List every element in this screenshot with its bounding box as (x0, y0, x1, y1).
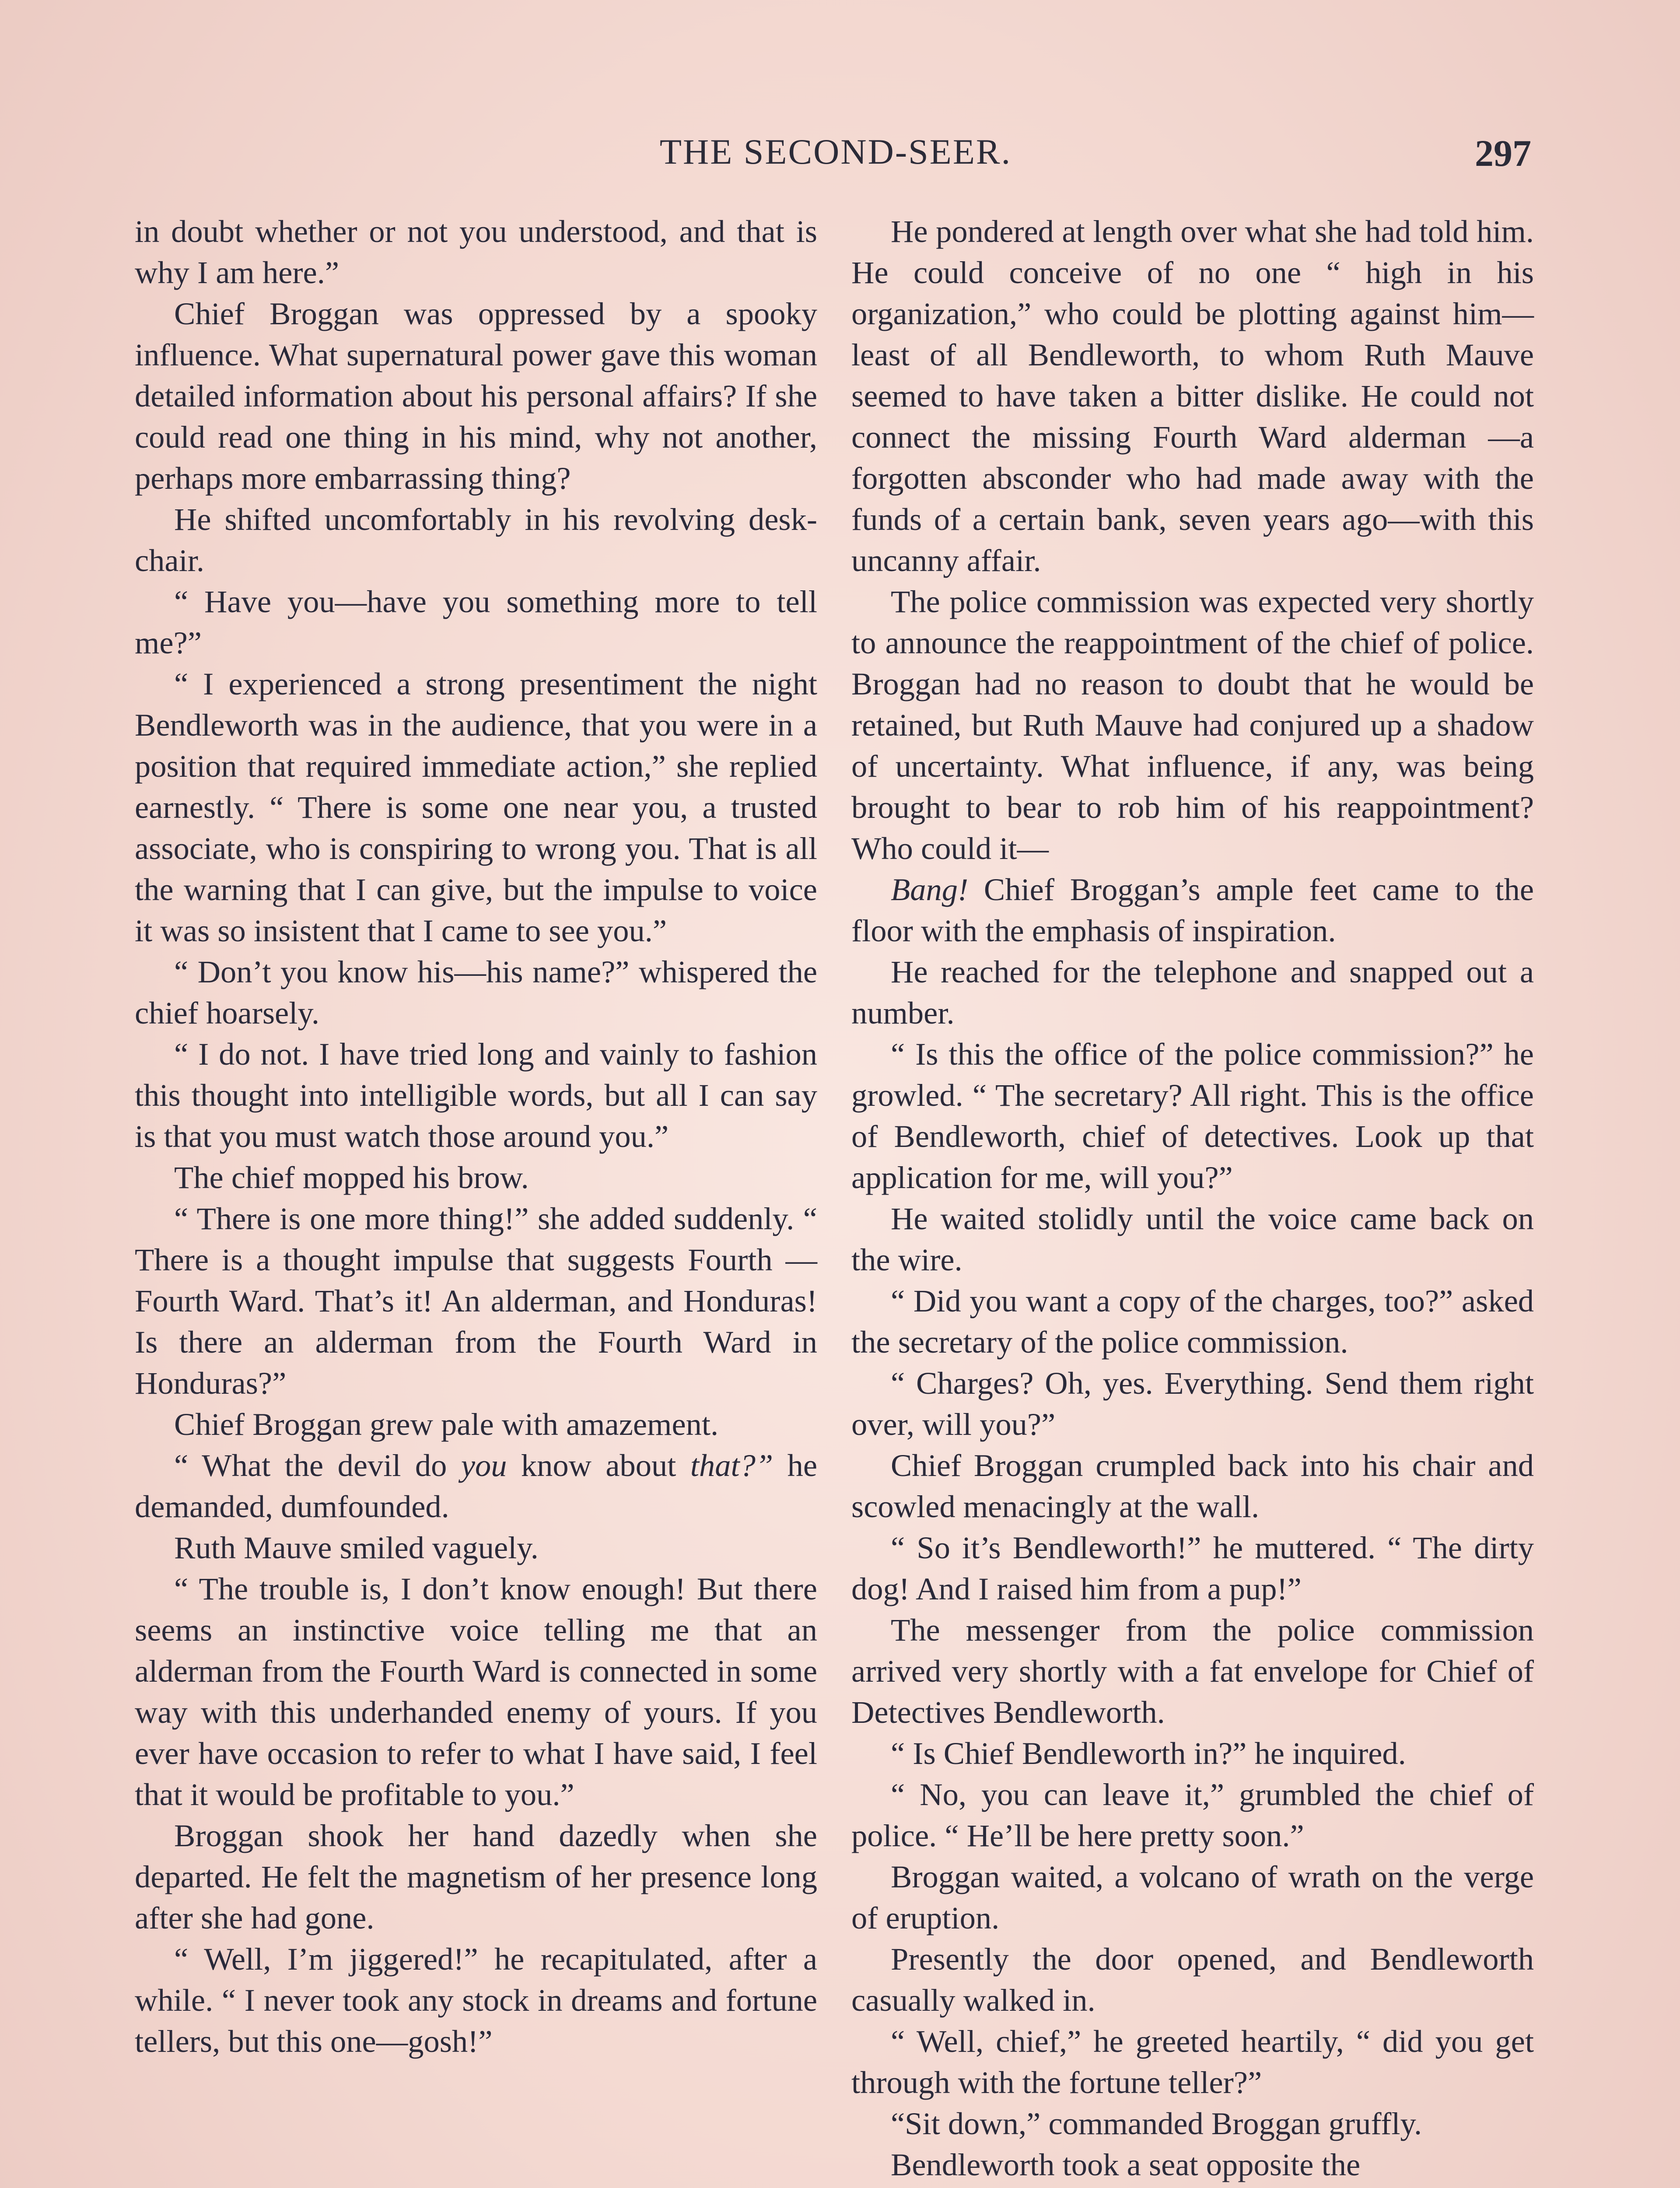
page-number: 297 (1475, 132, 1531, 174)
paragraph: He pondered at length over what she had told him. He could conceive of no one “ high in his organization,” who could be plotting against him—least of all Bendleworth, to whom Ruth Mauve seemed to have taken a bitter dislike. He could not connect the missing Fourth Ward alderman —a forgotten absconder who had made away with the funds of a certain bank, seven years ago—with this uncanny affair. (851, 214, 1534, 578)
paragraph: He reached for the telephone and snapped out a number. (851, 954, 1534, 1031)
paragraph: “ Is Chief Bendleworth in?” he inquired. (891, 1736, 1406, 1771)
paragraph: He waited stolidly until the voice came back on the wire. (851, 1201, 1534, 1277)
paragraph: Bang! Chief Broggan’s ample feet came to the floor with the emphasis of inspiration. (851, 872, 1534, 948)
paragraph: “ I experienced a strong presentiment the night Bendleworth was in the audience, that you were in a position that required immediate action,” she replied earnestly. “ There is some one near you, a trusted associate, who is conspiring to wrong you. That is all the warning that I can give, but the impulse to voice it was so insistent that I came to see you.” (135, 666, 817, 948)
paragraph: The messenger from the police commission arrived very shortly with a fat envelope for Chief of Detectives Bendleworth. (851, 1612, 1534, 1730)
paragraph: “ There is one more thing!” she added suddenly. “ There is a thought impulse that suggests Fourth — Fourth Ward. That’s it! An alderman, and Honduras! Is there an alderman from the Fourth Ward in Honduras?” (135, 1201, 817, 1401)
paragraph: Broggan shook her hand dazedly when she departed. He felt the magnetism of her presence long after she had gone. (135, 1818, 817, 1936)
paragraph: “ The trouble is, I don’t know enough! But there seems an instinctive voice telling me that an alderman from the Fourth Ward is connected in some way with this underhanded enemy of yours. If you ever have occasion to refer to what I have said, I feel that it would be profitable to you.” (135, 1571, 817, 1812)
paragraph: Presently the door opened, and Bendleworth casually walked in. (851, 1941, 1534, 2018)
paragraph: He shifted uncomfortably in his revolving desk-chair. (135, 501, 817, 578)
paragraph: “ Don’t you know his—his name?” whispered the chief hoarsely. (135, 954, 817, 1031)
paragraph: Chief Broggan crumpled back into his chair and scowled menacingly at the wall. (851, 1448, 1534, 1524)
paragraph: The police commission was expected very shortly to announce the reappointment of the chief of police. Broggan had no reason to doubt that he would be retained, but Ruth Mauve had conjured up a shadow of uncertainty. What influence, if any, was being brought to bear to rob him of his reappointment? Who could it— (851, 584, 1534, 866)
paragraph: “ Have you—have you something more to tell me?” (135, 584, 817, 660)
paragraph: “ So it’s Bendleworth!” he muttered. “ The dirty dog! And I raised him from a pup!” (851, 1530, 1534, 1606)
paragraph: Chief Broggan was oppressed by a spooky influence. What supernatural power gave this woman detailed information about his personal affairs? If she could read one thing in his mind, why not another, perhaps more embarrassing thing? (135, 296, 817, 496)
page-header (131, 131, 1540, 184)
paragraph: “ Well, I’m jiggered!” he recapitulated, after a while. “ I never took any stock in dreams and fortune tellers, but this one—gosh!” (135, 1941, 817, 2059)
paragraph: “ No, you can leave it,” grumbled the chief of police. “ He’ll be here pretty soon.” (851, 1777, 1534, 1853)
right-text-column (851, 211, 1534, 2185)
left-text-column (135, 211, 817, 2062)
paragraph: Bendleworth took a seat opposite the (891, 2147, 1361, 2182)
paragraph: in doubt whether or not you understood, and that is why I am here.” (135, 214, 817, 290)
paragraph: Ruth Mauve smiled vaguely. (174, 1530, 539, 1565)
paragraph: The chief mopped his brow. (174, 1160, 529, 1195)
paragraph: “ Charges? Oh, yes. Everything. Send them right over, will you?” (851, 1365, 1534, 1442)
paragraph: “ What the devil do you know about that?” he demanded, dumfounded. (135, 1448, 817, 1524)
running-title: THE SECOND-SEER. (659, 132, 1012, 172)
paragraph: Broggan waited, a volcano of wrath on the verge of eruption. (851, 1859, 1534, 1936)
paragraph: Chief Broggan grew pale with amazement. (174, 1406, 719, 1442)
paragraph: “ Did you want a copy of the charges, too?” asked the secretary of the police commission. (851, 1283, 1534, 1360)
paragraph: “ I do not. I have tried long and vainly to fashion this thought into intelligible words, but all I can say is that you must watch those around you.” (135, 1036, 817, 1154)
paragraph: “Sit down,” commanded Broggan gruffly. (891, 2106, 1422, 2141)
paragraph: “ Is this the office of the police commission?” he growled. “ The secretary? All right. This is the office of Bendleworth, chief of detectives. Look up that application for me, will you?” (851, 1036, 1534, 1195)
paragraph: “ Well, chief,” he greeted heartily, “ did you get through with the fortune teller?” (851, 2023, 1534, 2100)
